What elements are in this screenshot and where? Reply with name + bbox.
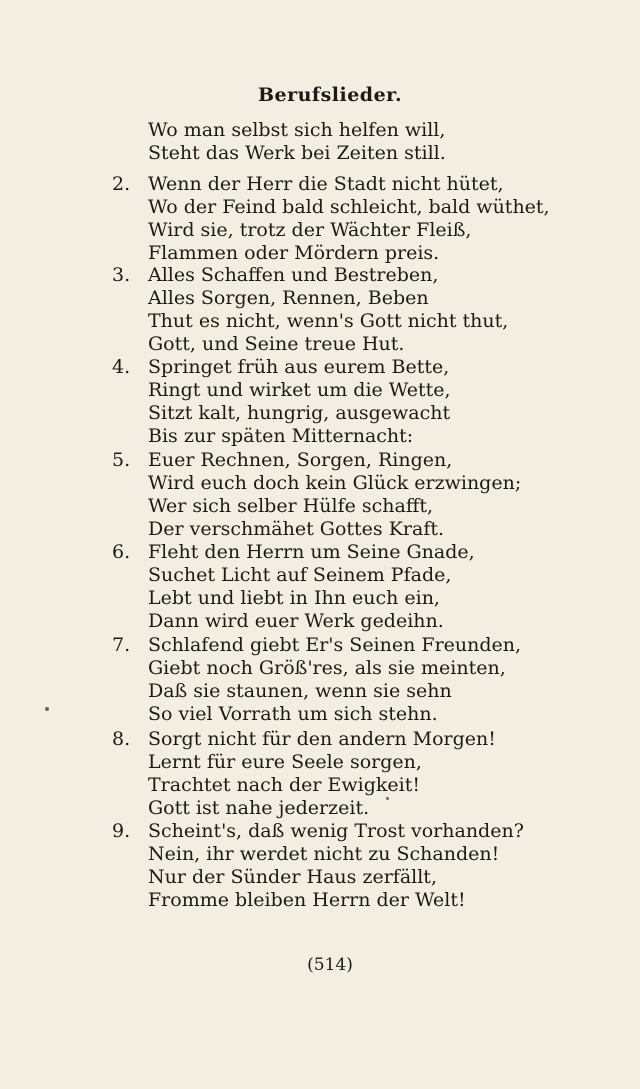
stanza-number: 9.	[112, 820, 131, 842]
verse-line: Sorgt nicht für den andern Morgen!	[148, 728, 496, 750]
ink-speck	[45, 707, 49, 711]
stanza-6	[112, 541, 475, 633]
verse-line: Wo man selbst sich helfen will,	[148, 119, 446, 141]
running-header: Berufslieder.	[257, 84, 403, 106]
stanza-number: 5.	[112, 449, 131, 471]
verse-line: Daß sie staunen, wenn sie sehn	[148, 680, 452, 702]
stanza-2	[112, 173, 550, 265]
verse-line: Trachtet nach der Ewigkeit!	[148, 774, 421, 796]
stanza-number: 4.	[112, 356, 131, 378]
verse-line: Wird sie, trotz der Wächter Fleiß,	[148, 219, 472, 241]
ink-speck	[386, 797, 389, 800]
verse-line: Alles Sorgen, Rennen, Beben	[148, 287, 429, 309]
stanza-number: 3.	[112, 264, 131, 286]
stanza-7	[112, 634, 521, 726]
verse-line: Alles Schaffen und Bestreben,	[148, 264, 439, 286]
verse-line: Thut es nicht, wenn's Gott nicht thut,	[148, 310, 509, 332]
verse-line: Fromme bleiben Herrn der Welt!	[148, 889, 466, 911]
verse-line: Giebt noch Größ'res, als sie meinten,	[148, 657, 506, 679]
verse-line: Flammen oder Mördern preis.	[148, 242, 440, 264]
stanza-number: 2.	[112, 173, 131, 195]
stanza-8	[112, 728, 496, 820]
stanza-4	[112, 356, 451, 448]
verse-line: Lernt für eure Seele sorgen,	[148, 751, 422, 773]
stanza-number: 6.	[112, 541, 131, 563]
verse-line: Scheint's, daß wenig Trost vorhanden?	[148, 820, 524, 842]
verse-line: Wenn der Herr die Stadt nicht hütet,	[148, 173, 504, 195]
stanza-number: 7.	[112, 634, 131, 656]
verse-line: Steht das Werk bei Zeiten still.	[148, 142, 446, 164]
verse-line: Wer sich selber Hülfe schafft,	[148, 495, 434, 517]
verse-line: Der verschmähet Gottes Kraft.	[148, 518, 445, 540]
verse-line: Lebt und liebt in Ihn euch ein,	[148, 587, 440, 609]
verse-line: Nein, ihr werdet nicht zu Schanden!	[148, 843, 500, 865]
verse-line: Sitzt kalt, hungrig, ausgewacht	[148, 402, 451, 424]
verse-line: So viel Vorrath um sich stehn.	[148, 703, 438, 725]
stanza-3	[112, 264, 508, 356]
verse-line: Ringt und wirket um die Wette,	[148, 379, 451, 401]
verse-line: Gott, und Seine treue Hut.	[148, 333, 405, 355]
stanza-5	[112, 449, 521, 541]
stanza-9	[112, 820, 524, 912]
verse-line: Schlafend giebt Er's Seinen Freunden,	[148, 634, 522, 656]
verse-line: Suchet Licht auf Seinem Pfade,	[148, 564, 452, 586]
verse-line: Gott ist nahe jederzeit.	[148, 797, 370, 819]
verse-line: Euer Rechnen, Sorgen, Ringen,	[148, 449, 453, 471]
verse-line: Nur der Sünder Haus zerfällt,	[148, 866, 437, 888]
verse-line: Bis zur späten Mitternacht:	[148, 425, 414, 447]
verse-line: Springet früh aus eurem Bette,	[148, 356, 450, 378]
verse-line: Wo der Feind bald schleicht, bald wüthet,	[148, 196, 550, 218]
intro-lines	[148, 119, 446, 165]
verse-line: Dann wird euer Werk gedeihn.	[148, 610, 444, 632]
verse-line: Wird euch doch kein Glück erzwingen;	[148, 472, 522, 494]
verse-line: Fleht den Herrn um Seine Gnade,	[148, 541, 475, 563]
page-number: (514)	[307, 955, 353, 975]
stanza-number: 8.	[112, 728, 131, 750]
